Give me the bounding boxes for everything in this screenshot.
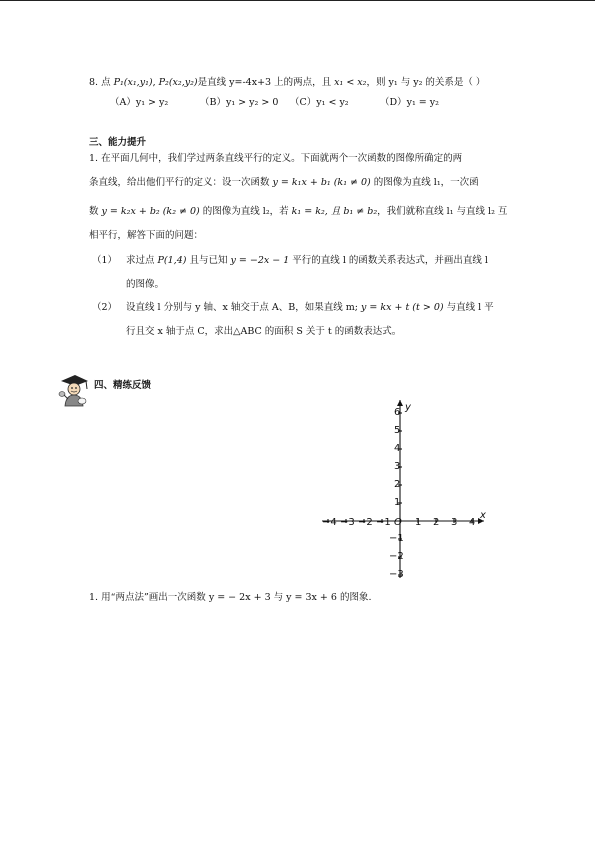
parallel-condition: k₁ = k₂, 且 b₁ ≠ b₂ <box>291 206 378 217</box>
x-tick-label: −2 <box>358 517 373 528</box>
x-axis-label: x <box>480 510 486 521</box>
y-tick-label: 2 <box>394 479 401 490</box>
sub2-text <box>126 302 494 314</box>
sub1-number: （1） <box>92 255 118 266</box>
x-tick-label: 4 <box>469 517 476 528</box>
q8-option-a: （A）y₁ > y₂ <box>110 97 169 108</box>
x-tick-label: 3 <box>451 517 458 528</box>
q8-tail: ，则 y₁ 与 y₂ 的关系是（ ） <box>366 77 486 88</box>
section3-para-line3 <box>89 206 507 218</box>
y-tick-label: −3 <box>389 569 404 580</box>
text-span: 的图像为直线 l₂，若 <box>199 206 292 217</box>
cartoon-student-icon <box>55 372 91 408</box>
y-tick-label: 4 <box>394 443 401 454</box>
text-span: ，我们就称直线 l₁ 与直线 l₂ 互 <box>377 206 508 217</box>
section3-para-line2 <box>89 177 479 189</box>
line-m-eq: y = kx + t (t > 0) <box>360 302 444 313</box>
given-line-eq: y = −2x − 1 <box>230 255 290 266</box>
q8-sep: , <box>152 77 159 88</box>
sub2-number: （2） <box>92 302 118 313</box>
text-span: 且与已知 <box>186 255 231 266</box>
sub2-text-line2: 行且交 x 轴于点 C，求出△ABC 的面积 S 关于 t 的函数表达式。 <box>126 326 402 337</box>
x-tick-label: 2 <box>433 517 440 528</box>
section4-q1: 1. 用“两点法”画出一次函数 y = − 2x + 3 与 y = 3x + 6 的图象. <box>89 592 372 603</box>
y-tick-label: 1 <box>394 497 401 508</box>
q8-mid: 是直线 y=-4x+3 上的两点，且 <box>197 77 335 88</box>
y-tick-label: 3 <box>394 461 401 472</box>
equation-1: y = k₁x + b₁ (k₁ ≠ 0) <box>272 177 371 188</box>
origin-label: O <box>394 517 402 528</box>
x-tick-label: −3 <box>340 517 355 528</box>
sub1-text-line2: 的图像。 <box>126 279 165 290</box>
q8-option-b: （B）y₁ > y₂ > 0 <box>200 97 279 108</box>
point-p: P(1,4) <box>157 255 187 266</box>
text-span: 与直线 l 平 <box>443 302 494 313</box>
text-span: 条直线，给出他们平行的定义：设一次函数 <box>89 177 273 188</box>
q8-p2: P₂(x₂,y₂) <box>158 77 198 88</box>
text-span: 平行的直线 l 的函数关系表达式，并画出直线 l <box>289 255 488 266</box>
section3-para-line4: 相平行，解答下面的问题： <box>89 230 204 241</box>
y-axis-label: y <box>405 402 411 413</box>
q8-cond: x₁ < x₂ <box>334 77 367 88</box>
x-tick-label: 1 <box>415 517 422 528</box>
text-span: 求过点 <box>126 255 158 266</box>
section3-para-line1: 1. 在平面几何中，我们学过两条直线平行的定义。下面就两个一次函数的图像所确定的两 <box>89 153 463 164</box>
section4-heading: 四、精练反馈 <box>94 380 152 391</box>
y-tick-label: −1 <box>389 533 404 544</box>
equation-2: y = k₂x + b₂ (k₂ ≠ 0) <box>101 206 200 217</box>
q8-prefix: 8. 点 <box>89 77 114 88</box>
y-tick-label: 6 <box>394 407 401 418</box>
y-axis-arrow <box>397 400 403 406</box>
q8-option-c: （C）y₁ < y₂ <box>290 97 349 108</box>
y-tick-label: −2 <box>389 551 404 562</box>
q8-p1: P₁(x₁,y₁) <box>113 77 153 88</box>
text-span: 的图像为直线 l₁，一次函 <box>370 177 479 188</box>
x-tick-label: −1 <box>376 517 391 528</box>
q8-option-d: （D）y₁ = y₂ <box>380 97 439 108</box>
text-span: 设直线 l 分别与 y 轴、x 轴交于点 A、B，如果直线 m; <box>126 302 361 313</box>
coordinate-axes <box>318 396 498 582</box>
page-top-rule <box>0 0 595 1</box>
y-tick-label: 5 <box>394 425 401 436</box>
sub1-text <box>126 255 488 267</box>
q8-stem <box>89 77 485 89</box>
text-span: 数 <box>89 206 102 217</box>
q8-options <box>110 97 470 109</box>
section3-heading: 三、能力提升 <box>89 137 147 148</box>
x-tick-label: −4 <box>322 517 337 528</box>
